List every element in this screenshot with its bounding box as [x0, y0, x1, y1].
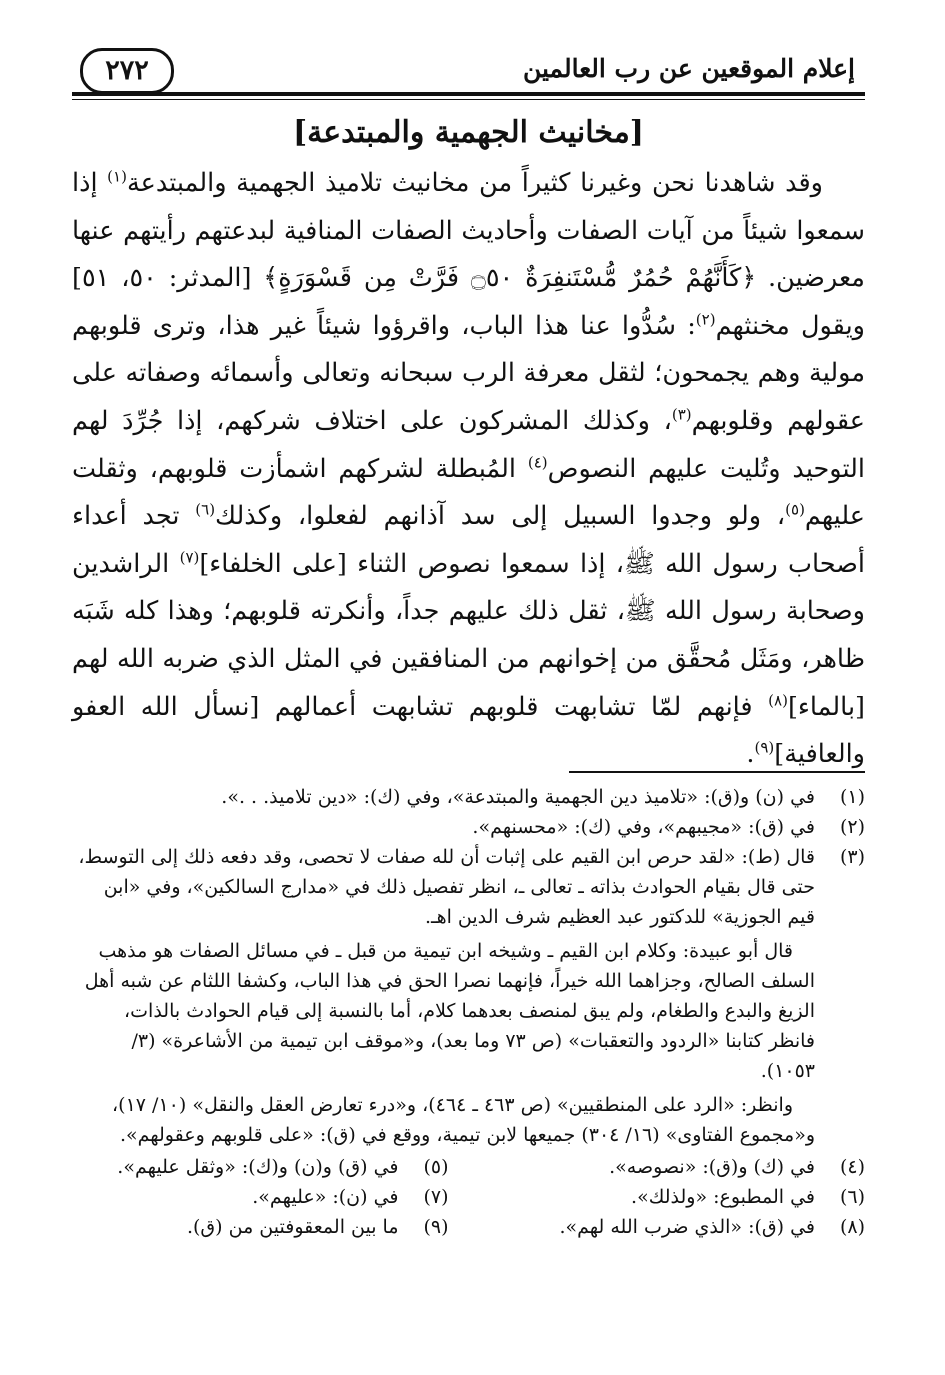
footnote-number: (٥): [423, 1156, 449, 1178]
header-rule: [72, 92, 865, 96]
section-title: [مخانيث الجهمية والمبتدعة]: [292, 115, 644, 150]
footnote-text: في (ن) و(ق): «تلاميذ دين الجهمية والمبتدعة»، وفي (ك): «دين تلاميذ. . .».: [221, 786, 815, 808]
main-paragraph: [72, 160, 865, 779]
footnote-ref: (٦): [195, 500, 216, 519]
footnote-number: (٩): [423, 1216, 449, 1238]
page-number: ٢٧٢: [80, 48, 174, 94]
text-segment: ، وكذلك المشركون على اختلاف شركهم، إذا جُرِّدَ لهم التوحيد وتُليت عليهم النصوص: [72, 405, 865, 484]
footnote-number: (٢): [839, 816, 865, 838]
text-segment: تجد أعداء أصحاب رسول الله ﷺ، إذا سمعوا نصوص الثناء [على الخلفاء]: [72, 501, 866, 579]
main-text: [72, 160, 865, 779]
text-segment: ، ولو وجدوا السبيل إلى سد آذانهم لفعلوا، وكذلك: [215, 501, 786, 532]
footnote-ref: (٤): [527, 453, 548, 472]
footnote-paragraph: قال أبو عبيدة: وكلام ابن القيم ـ وشيخه ابن تيمية من قبل ـ في مسائل الصفات هو مذهب السلف الصالح، وجزاهما الله خيراً، فإنهما نصرا الحق في هذا الباب، وكشفا اللثام عن شبه أهل الزيغ والبدع والطغام، ولم يبق لمنصف بعدهما كلام، أما بالنسبة إلى قيام الحوادث بالذات، فانظر كتابنا «الردود والتعقبات» (ص ٧٣ وما بعد)، و«موقف ابن تيمية من الأشاعرة» (٣/ ١٠٥٣).: [84, 940, 815, 1082]
footnote-ref: (٢): [695, 310, 716, 329]
footnote-number: (٨): [839, 1216, 865, 1238]
footnote-ref: (٣): [671, 405, 692, 424]
footnote-number: (٣): [839, 846, 865, 868]
footnote-text: في (ق): «مجيبهم»، وفي (ك): «محسنهم».: [472, 816, 815, 838]
text-segment: إذا سمعوا شيئاً من آيات الصفات وأحاديث الصفات المنافية لبدعتهم رأيتهم عنها معرضين.: [72, 168, 865, 294]
footnote-text: في (ن): «عليهم».: [252, 1186, 399, 1208]
footnote-grid: [72, 1152, 865, 1242]
footnote-4: [489, 1152, 866, 1182]
page-header: [72, 42, 865, 98]
footnote-2: [72, 812, 865, 842]
text-segment: .: [746, 739, 755, 770]
footnote-ref: (٨): [768, 691, 788, 710]
running-title: إعلام الموقعين عن رب العالمين: [522, 54, 855, 83]
footnote-paragraph: وانظر: «الرد على المنطقيين» (ص ٤٦٣ ـ ٤٦٤)، و«درء تعارض العقل والنقل» (١٠/ ١٧)، و«مجموع الفتاوى» (١٦/ ٣٠٤) جميعها لابن تيمية، ووقع في (ق): «على قلوبهم وعقولهم».: [112, 1094, 815, 1146]
footnote-text: ما بين المعقوفتين من (ق).: [186, 1216, 399, 1238]
footnote-9: [72, 1212, 449, 1242]
text-segment: وقد شاهدنا نحن وغيرنا كثيراً من مخانيث تلاميذ الجهمية والمبتدعة: [126, 168, 823, 198]
text-segment: فإنهم لمّا تشابهت قلوبهم تشابهت أعمالهم [نسأل الله العفو والعافية]: [72, 691, 865, 770]
text-segment: المُبطلة لشركهم اشمأزت قلوبهم، وثقلت عليهم: [72, 453, 865, 532]
text-segment: : سُدُّوا عنا هذا الباب، واقرؤوا شيئاً غير هذا، وترى قلوبهم مولية وهم يجمحون؛ لثقل معرفة الرب سبحانه وتعالى وأسمائه وصفاته على عقولهم وقلوبهم: [72, 310, 865, 436]
footnote-ref: (٩): [754, 738, 775, 757]
footnote-7: [72, 1182, 449, 1212]
footnotes: [72, 782, 865, 1242]
text-segment: الراشدين وصحابة رسول الله ﷺ، ثقل ذلك عليهم جداً، وأنكرته قلوبهم؛ وهذا كله شَبَه ظاهر، ومَثَل مُحقَّق من إخوانهم من المنافقين في المثل الذي ضربه الله لهم [بالماء]: [72, 548, 865, 722]
footnote-ref: (١): [107, 167, 127, 186]
verse-citation: [المدثر: ٥٠، ٥١] ويقول مخنثهم: [72, 263, 865, 341]
footnote-text: قال (ط): «لقد حرص ابن القيم على إثبات أن لله صفات لا تحصى، وقد دفعه ذلك إلى التوسط، حتى قال بقيام الحوادث بذاته ـ تعالى ـ، انظر تفصيل ذلك في «مدارج السالكين»، وفي «ابن قيم الجوزية» للدكتور عبد العظيم شرف الدين اهـ.: [78, 846, 815, 928]
footnote-1: [72, 782, 865, 812]
footnote-text: في (ق) و(ن) و(ك): «وثقل عليهم».: [117, 1156, 399, 1178]
footnote-3: [72, 842, 865, 1150]
footnote-number: (١): [839, 786, 865, 808]
footnote-text: في (ك) و(ق): «نصوصه».: [609, 1156, 815, 1178]
footnote-5: [72, 1152, 449, 1182]
footnote-8: [489, 1212, 866, 1242]
footnote-number: (٤): [839, 1156, 865, 1178]
footnote-text: في المطبوع: «ولذلك».: [631, 1186, 815, 1208]
footnote-number: (٧): [423, 1186, 449, 1208]
quran-verse: ﴿كَأَنَّهُمْ حُمُرٌ مُّسْتَنفِرَةٌ ۝٥٠ فَرَّتْ مِن قَسْوَرَةٍ﴾: [263, 263, 757, 294]
footnote-6: [489, 1182, 866, 1212]
footnote-ref: (٥): [785, 500, 805, 519]
footnote-separator: [569, 771, 865, 773]
header-rule-thin: [72, 99, 865, 100]
footnote-text: في (ق): «الذي ضرب الله لهم».: [559, 1216, 815, 1238]
footnote-ref: (٧): [179, 548, 200, 567]
footnote-number: (٦): [839, 1186, 865, 1208]
